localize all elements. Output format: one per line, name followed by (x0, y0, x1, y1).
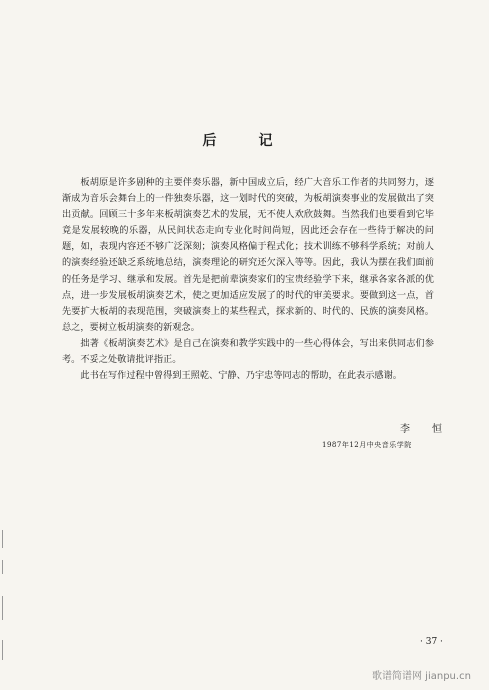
page-number: · 37 · (420, 637, 443, 647)
scan-edge-mark (2, 596, 3, 620)
date-line: 1987年12月中央音乐学院 (322, 441, 412, 449)
paragraph-3: 此书在写作过程中曾得到王照乾、宁静、乃宇忠等同志的帮助，在此表示感谢。 (80, 370, 402, 382)
scan-edge-mark (2, 560, 3, 574)
scan-edge-mark (2, 530, 3, 548)
paragraph-1: 板胡原是许多剧种的主要伴奏乐器，新中国成立后，经广大音乐工作者的共同努力，逐渐成为音乐会舞台上的一件独奏乐器，这一划时代的突破，为板胡演奏事业的发展做出了突出贡献。回顾三十多年来板胡演奏艺术的发展，无不使人欢欣鼓舞。当然我们也要看到它毕竟是发展较晚的乐器，从民间状态走向专业化时间尚短，因此还会存在一些待于解决的问题，如，表现内容还不够广泛深刻；演奏风格偏于程式化；技术训练不够科学系统；对前人的演奏经验还缺乏系统地总结，演奏理论的研究还欠深入等等。因此，我认为摆在我们面前的任务是学习、继承和发展。首先是把前辈演奏家们的宝贵经验学下来，继承各家各派的优点，进一步发展板胡演奏艺术，使之更加适应发展了的时代的审美要求。要做到这一点，首先要扩大板胡的表现范围，突破演奏上的某些程式，探求新的、时代的、民族的演奏风格。总之，要树立板胡演奏的新观念。 (62, 177, 434, 333)
author-signature: 李 恒 (400, 424, 448, 435)
paragraph-2: 拙著《板胡演奏艺术》是自己在演奏和教学实践中的一些心得体会，写出来供同志们参考。不妥之处敬请批评指正。 (62, 337, 434, 366)
body-text (62, 175, 434, 384)
scan-edge-mark (2, 640, 3, 660)
watermark: 歌谱简谱网 jianpu.cn (372, 671, 471, 682)
page-title: 后 记 (202, 133, 287, 149)
